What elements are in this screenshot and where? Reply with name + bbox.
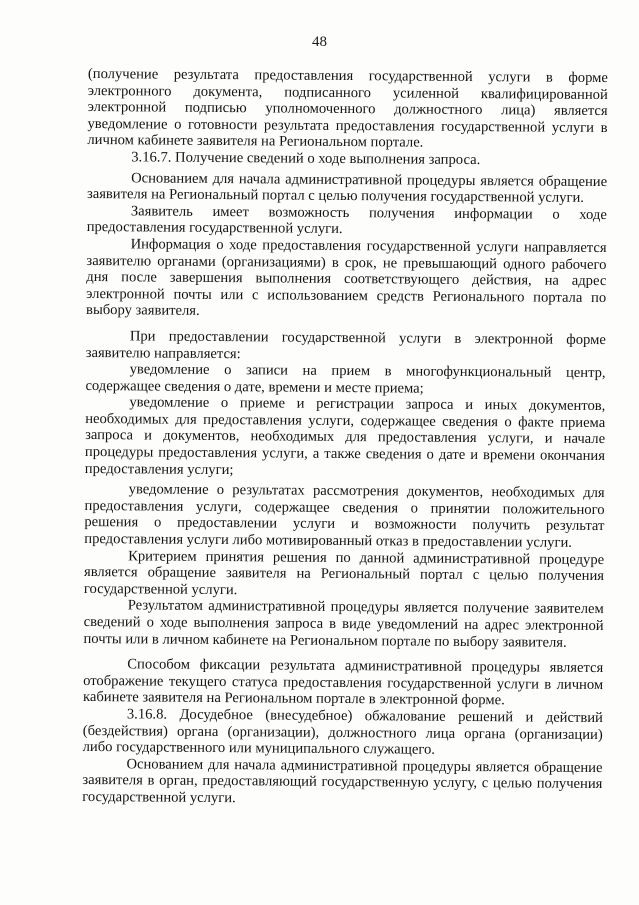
paragraph-procedure-result: Результатом административной процедуры является получение заявителем сведений о ходе выполнения запроса в виде уведомлений на адрес электронной почты или в личном кабинете на Региональном портале по выбору заявителя.	[83, 597, 604, 651]
section-heading-3-16-7: 3.16.7. Получение сведений о ходе выполнения запроса.	[131, 149, 481, 169]
list-item-appointment-notice: уведомление о записи на прием в многофункциональный центр, содержащее сведения о дате, времени и месте приема;	[85, 361, 606, 397]
paragraph-fixation-method: Способом фиксации результата административной процедуры является отображение текущего статуса предоставления государственной услуги в личном кабинете заявителя на Региональном портале в электронной форме.	[82, 656, 604, 709]
list-item-results-notice: уведомление о результатах рассмотрения документов, необходимых для предоставления услуги, содержащее сведения о принятии положительного решения о предоставлении услуги и возможности получить результат предоставления услуги либо мотивированный отказ в предоставлении услуги.	[84, 481, 605, 551]
paragraph-progress-info: Информация о ходе предоставления государственной услуги направляется заявителю органами (организациями) в срок, не превышающий одного рабочего дня после завершения выполнения соответствующего действия, на адрес электронной почты или с использованием средств Регионального портала по выбору заявителя.	[86, 236, 607, 320]
page-number: 48	[312, 34, 327, 50]
paragraph-electronic-form-intro: При предоставлении государственной услуги в электронной форме заявителю направляется:	[85, 328, 606, 362]
document-body	[82, 66, 608, 810]
paragraph-applicant-possibility: Заявитель имеет возможность получения информации о ходе предоставления государственной услуги.	[86, 203, 607, 238]
paragraph-continuation: (получение результата предоставления государственной услуги в форме электронного документа, подписанного усиленной квалифицированной электронной подписью уполномоченного должностного лица) является уведомление о готовности результата предоставления государственной услуги в личном кабинете заявителя на Региональном портале.	[87, 66, 608, 152]
list-item-registration-notice: уведомление о приеме и регистрации запроса и иных документов, необходимых для предоставления услуги, содержащее сведения о факте приема запроса и документов, необходимых для предоставления услуги, и начале процедуры предоставления услуги, а также сведения о дате и времени окончания предоставления услуги;	[84, 394, 606, 478]
paragraph-basis: Основанием для начала административной процедуры является обращение заявителя на Региональный портал с целью получения государственной услуги.	[86, 169, 608, 207]
paragraph-appeal-basis: Основанием для начала административной процедуры является обращение заявителя в орган, предоставляющий государственную услугу, с целью получения государственной услуги.	[82, 756, 603, 807]
section-heading-3-16-8: 3.16.8. Досудебное (внесудебное) обжалование решений и действий (бездействия) органа (организации), должностного лица органа (организации) либо государственного или муниципального служащего.	[82, 706, 603, 758]
paragraph-decision-criterion: Критерием принятия решения по данной административной процедуре является обращение заявителя на Региональный портал с целью получения государственной услуги.	[83, 547, 605, 599]
